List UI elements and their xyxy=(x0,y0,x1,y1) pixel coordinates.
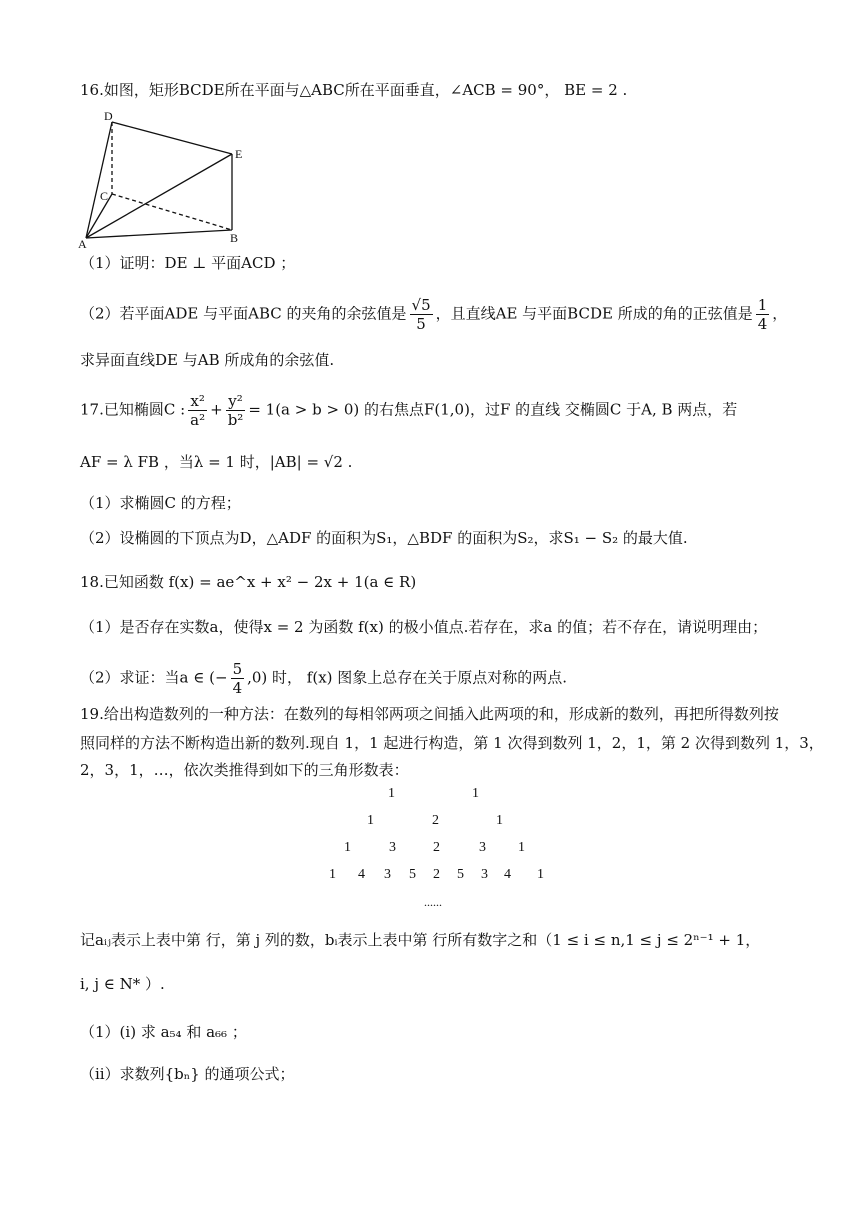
triangle-cell: 4 xyxy=(358,867,365,882)
triangle-cell: 3 xyxy=(389,840,396,855)
q16-part2-line2: 求异面直线DE 与AB 所成角的余弦值. xyxy=(80,351,335,369)
q19-line2: 照同样的方法不断构造出新的数列.现自 1，1 起进行构造，第 1 次得到数列 1，2，1，第 2 次得到数列 1，3， xyxy=(80,734,824,752)
q18-part1: （1）是否存在实数a，使得x = 2 为函数 f(x) 的极小值点.若存在，求a 的值；若不存在，请说明理由； xyxy=(80,618,768,636)
q18-part2: （2）求证：当a ∈ (− $\frac{5}{4}$ ,0) 时， f(x) 图象上总存在关于原点对称的两点. xyxy=(80,660,568,697)
q19-line3: 2，3，1，…，依次类推得到如下的三角形数表： xyxy=(80,761,409,779)
fraction-sqrt5-over-5: $\frac{√5}{5}$ xyxy=(411,296,431,333)
triangle-cell: 1 xyxy=(537,867,544,882)
triangle-cell: 5 xyxy=(409,867,416,882)
triangle-cell: 1 xyxy=(388,786,395,801)
triangle-cell: 1 xyxy=(496,813,503,828)
q17-line2: AF = λ FB ，当λ = 1 时，|AB| = √2 . xyxy=(80,453,353,471)
q17-line1: 17.已知椭圆C : $\frac{\text{x²}}{\text{a²}}$ + $\frac{\text{y²}}{\text{b²}}$ = 1(a > b > 0) 的右焦点F(1,0)，过F 的直线 交椭圆C 于A, B 两点，若 xyxy=(80,392,738,429)
triangle-cell: 2 xyxy=(433,867,440,882)
q17-part1: （1）求椭圆C 的方程； xyxy=(80,494,241,512)
triangle-cell: 1 xyxy=(518,840,525,855)
triangle-cell: 2 xyxy=(432,813,439,828)
triangle-cell: 5 xyxy=(457,867,464,882)
edge-DE xyxy=(112,122,232,154)
geometry-figure xyxy=(72,108,247,248)
q17-part2: （2）设椭圆的下顶点为D，△ADF 的面积为S₁，△BDF 的面积为S₂，求S₁ − S₂ 的最大值. xyxy=(80,529,688,547)
triangle-ellipsis: ...... xyxy=(424,895,442,909)
triangle-cell: 1 xyxy=(344,840,351,855)
edge-AD xyxy=(86,122,112,238)
fraction-5-over-4: $\frac{5}{4}$ xyxy=(232,660,243,697)
triangle-cell: 2 xyxy=(433,840,440,855)
q16-part1: （1）证明：DE ⊥ 平面ACD ； xyxy=(80,254,296,272)
label-B: B xyxy=(230,231,239,245)
label-E: E xyxy=(235,147,243,161)
fraction-y2-b2: $\frac{\text{y²}}{\text{b²}}$ xyxy=(227,392,244,429)
edge-AB xyxy=(86,230,232,238)
q16-part2: （2）若平面ADE 与平面ABC 的夹角的余弦值是 $\frac{√5}{5}$ ，且直线AE 与平面BCDE 所成的角的正弦值是 $\frac{1}{4}$ ， xyxy=(80,296,788,333)
triangle-cell: 3 xyxy=(384,867,391,882)
label-C: C xyxy=(100,189,109,203)
fraction-1-over-4: $\frac{1}{4}$ xyxy=(757,296,768,333)
q19-part2: （ii）求数列{bₙ} 的通项公式； xyxy=(80,1065,295,1083)
q19-part1: （1）(i) 求 a₅₄ 和 a₆₆ ； xyxy=(80,1023,247,1041)
triangle-cell: 4 xyxy=(504,867,511,882)
q19-line5: i, j ∈ N* ）. xyxy=(80,975,165,993)
q18-stem: 18.已知函数 f(x) = ae^x + x² − 2x + 1(a ∈ R) xyxy=(80,573,417,591)
triangle-cell: 1 xyxy=(329,867,336,882)
q19-line4: 记aᵢⱼ表示上表中第 行，第 j 列的数，bᵢ表示上表中第 行所有数字之和（1 ≤ i ≤ n,1 ≤ j ≤ 2ⁿ⁻¹ + 1， xyxy=(80,931,761,949)
q19-line1: 19.给出构造数列的一种方法：在数列的每相邻两项之间插入此两项的和，形成新的数列，再把所得数列按 xyxy=(80,705,779,723)
fraction-x2-a2: $\frac{\text{x²}}{\text{a²}}$ xyxy=(190,392,206,429)
triangle-cell: 1 xyxy=(367,813,374,828)
label-A: A xyxy=(78,237,87,248)
triangle-cell: 3 xyxy=(479,840,486,855)
triangle-cell: 3 xyxy=(481,867,488,882)
label-D: D xyxy=(104,109,113,123)
edge-AC xyxy=(86,194,112,238)
triangle-cell: 1 xyxy=(472,786,479,801)
q16-stem: 16.如图，矩形BCDE所在平面与△ABC所在平面垂直，∠ACB = 90°， BE = 2 . xyxy=(80,81,628,99)
